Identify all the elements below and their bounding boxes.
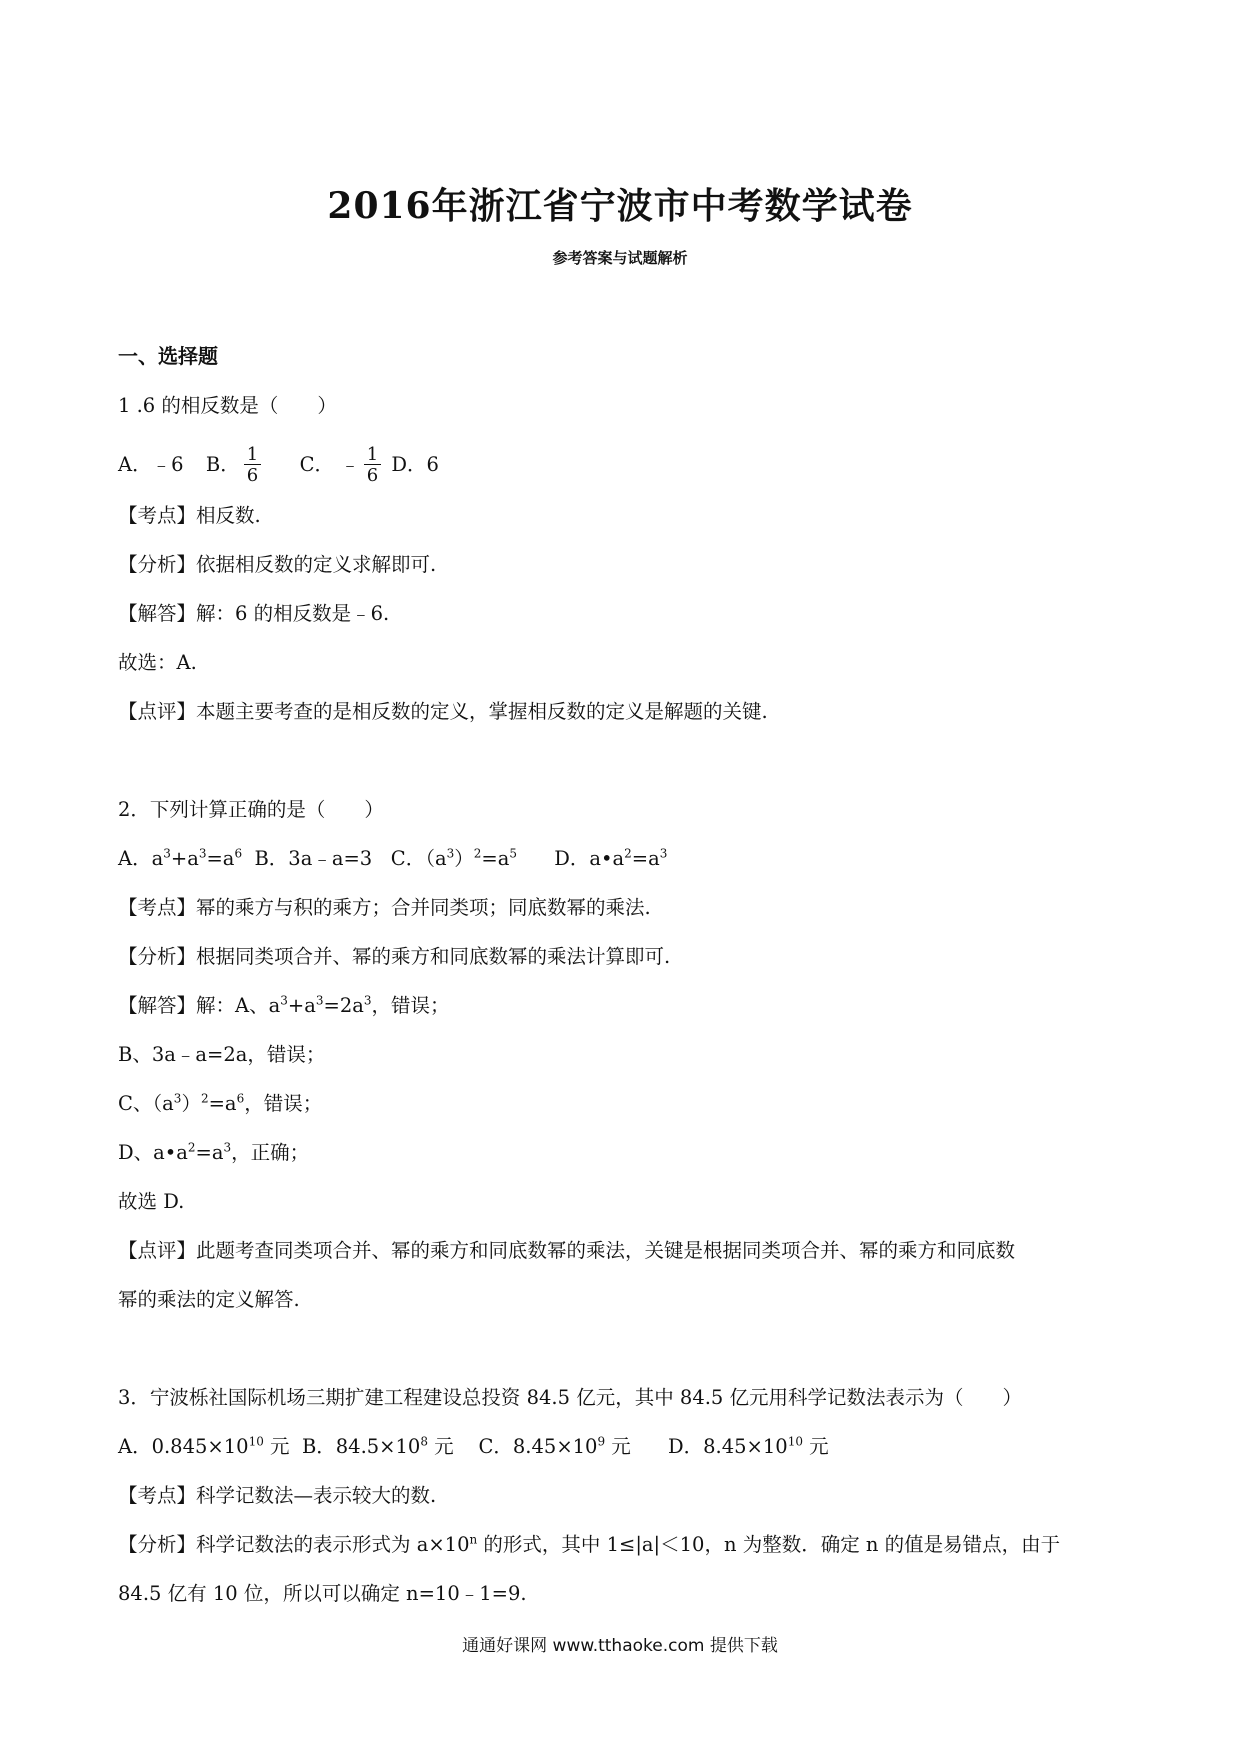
section-heading: 一、选择题 [118, 344, 218, 368]
q1-option-b-fraction: $\frac{1}{6}$ [244, 446, 261, 485]
q2-options: A．$a^3+a^3=a^6$ B．3a﹣a=3 C．$(a^3)^2=a^5$ D．$a•a^2=a^3$ [118, 846, 668, 870]
q1-option-a: A．﹣6 [118, 453, 184, 476]
q2-option-b-check: B、3a﹣a=2a，错误； [118, 1043, 326, 1066]
q1-dianping: 【点评】本题主要考查的是相反数的定义，掌握相反数的定义是解题的关键. [118, 700, 768, 723]
q1-fenxi: 【分析】依据相反数的定义求解即可. [118, 553, 437, 576]
q1-option-b-label: B． [205, 453, 240, 476]
q2-answer: 故选 D. [118, 1190, 185, 1213]
q1-option-c-fraction: $\frac{1}{6}$ [364, 446, 381, 485]
q1-option-c-label: C． [299, 453, 335, 476]
q2-option-d-check: D、$a•a^2=a^3$，正确； [118, 1140, 310, 1164]
footer-watermark: 通通好课网 www.tthaoke.com 提供下载 [462, 1636, 778, 1656]
q3-options: A．$0.845\times 10^{10}$ 元 B．$84.5\times 10^8$ 元 C．$8.45\times 10^9$ 元 D．$8.45\times 10^{10}$ 元 [118, 1434, 829, 1458]
q1-kaodian: 【考点】相反数. [118, 504, 261, 527]
q2-option-c-check: C、$(a^3)^2=a^6$，错误； [118, 1091, 323, 1115]
q1-options [118, 446, 439, 485]
q2-kaodian: 【考点】幂的乘方与积的乘方；合并同类项；同底数幂的乘法. [118, 896, 651, 919]
q3-kaodian: 【考点】科学记数法—表示较大的数. [118, 1484, 437, 1507]
q1-option-c-sign: ﹣ [340, 453, 360, 476]
page-subtitle: 参考答案与试题解析 [552, 249, 688, 267]
q1-answer: 故选：A. [118, 651, 197, 674]
page-title: 2016年浙江省宁波市中考数学试卷 [327, 185, 913, 227]
q1-option-d: D．6 [391, 453, 439, 476]
q3-stem: 3．宁波栎社国际机场三期扩建工程建设总投资 84.5 亿元，其中 84.5 亿元用科学记数法表示为（ ） [118, 1386, 1023, 1409]
q3-fenxi-line2: 84.5 亿有 10 位，所以可以确定 n=10﹣1=9. [118, 1582, 527, 1605]
q2-stem: 2．下列计算正确的是（ ） [118, 798, 384, 821]
q2-dianping-line2: 幂的乘法的定义解答. [118, 1288, 300, 1311]
q2-jieda: 【解答】解：A、$a^3+a^3=2a^3$，错误； [118, 993, 450, 1017]
q3-fenxi-line1: 【分析】科学记数法的表示形式为 $a\times 10^n$ 的形式，其中 1≤|a|＜10，n 为整数．确定 n 的值是易错点，由于 [118, 1532, 1061, 1556]
q2-fenxi: 【分析】根据同类项合并、幂的乘方和同底数幂的乘法计算即可. [118, 945, 671, 968]
q2-dianping-line1: 【点评】此题考查同类项合并、幂的乘方和同底数幂的乘法，关键是根据同类项合并、幂的乘方和同底数 [118, 1239, 1016, 1262]
q1-stem: 1 .6 的相反数是（ ） [118, 394, 337, 417]
q1-jieda: 【解答】解：6 的相反数是﹣6. [118, 602, 390, 625]
